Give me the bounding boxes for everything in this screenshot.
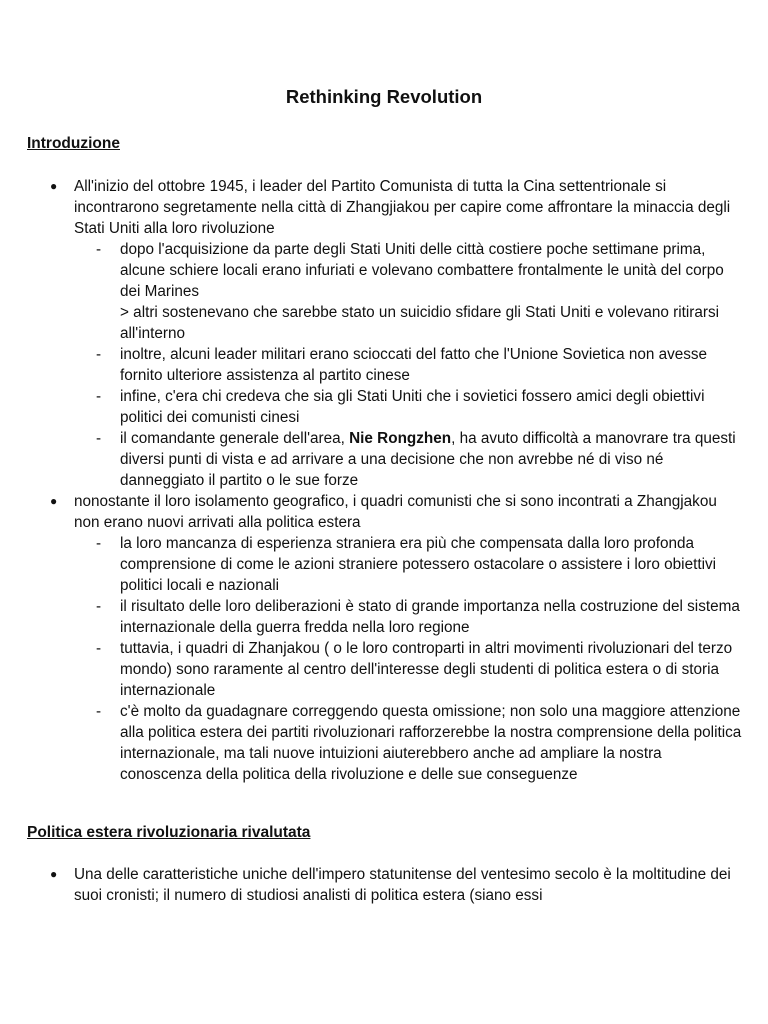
sub-item: - il risultato delle loro deliberazioni è stato di grande importanza nella costruzione del sistema internazionale della guerra fredda nella loro regione	[120, 596, 744, 638]
sub-item: - inoltre, alcuni leader militari erano scioccati del fatto che l'Unione Sovietica non avesse fornito ulteriore assistenza al partito cinese	[120, 344, 744, 386]
bullet-item: ● Una delle caratteristiche uniche dell'impero statunitense del ventesimo secolo è la moltitudine dei suoi cronisti; il numero di studiosi analisti di politica estera (siano essi	[74, 864, 744, 906]
sub-item: - c'è molto da guadagnare correggendo questa omissione; non solo una maggiore attenzione alla politica estera dei partiti rivoluzionari rafforzerebbe la nostra comprensione della politica internazionale, ma tali nuove intuizioni aiuterebbero anche ad ampliare la nostra conoscenza della politica della rivoluzione e delle sue conseguenze	[120, 701, 744, 785]
sub-item-text: il comandante generale dell'area,	[120, 430, 350, 447]
sub-item: - tuttavia, i quadri di Zhanjakou ( o le loro controparti in altri movimenti rivoluzionari del terzo mondo) sono raramente al centro dell'interesse degli studenti di politica estera o di storia internazionale	[120, 638, 744, 701]
sub-item: - infine, c'era chi credeva che sia gli Stati Uniti che i sovietici fossero amici degli obiettivi politici dei comunisti cinesi	[120, 386, 744, 428]
section-heading-introduzione: Introduzione	[27, 135, 120, 152]
bullet-item: ● All'inizio del ottobre 1945, i leader del Partito Comunista di tutta la Cina settentrionale si incontrarono segretamente nella città di Zhangjiakou per capire come affrontare la minaccia degli Stati Uniti alla loro rivoluzione	[74, 176, 744, 239]
sub-item	[120, 428, 744, 491]
sub-item-text: , ha avuto difficoltà a manovrare tra questi diversi punti di vista e ad arrivare a una decisione che non avrebbe né di viso né danneggiato il partito o le sue forze	[120, 430, 736, 489]
section-politica-estera	[0, 864, 768, 906]
sub-item: - la loro mancanza di esperienza straniera era più che compensata dalla loro profonda comprensione di come le azioni straniere potessero ostacolare o assistere i loro obiettivi politici locali e nazionali	[120, 533, 744, 596]
sub-item-text: dopo l'acquisizione da parte degli Stati Uniti delle città costiere poche settimane prima, alcune schiere locali erano infuriati e volevano combattere frontalmente le unità del corpo dei Marines	[120, 241, 724, 300]
sub-item	[120, 239, 744, 344]
section-heading-politica-estera: Politica estera rivoluzionaria rivalutata	[27, 824, 311, 841]
person-name: Nie Rongzhen	[349, 430, 452, 447]
document-title: Rethinking Revolution	[285, 86, 483, 107]
section-introduzione	[0, 176, 768, 785]
bullet-item: ● nonostante il loro isolamento geografico, i quadri comunisti che si sono incontrati a Zhangjakou non erano nuovi arrivati alla politica estera	[74, 491, 744, 533]
sub-item-continuation: > altri sostenevano che sarebbe stato un suicidio sfidare gli Stati Uniti e volevano ritirarsi all'interno	[120, 304, 720, 342]
